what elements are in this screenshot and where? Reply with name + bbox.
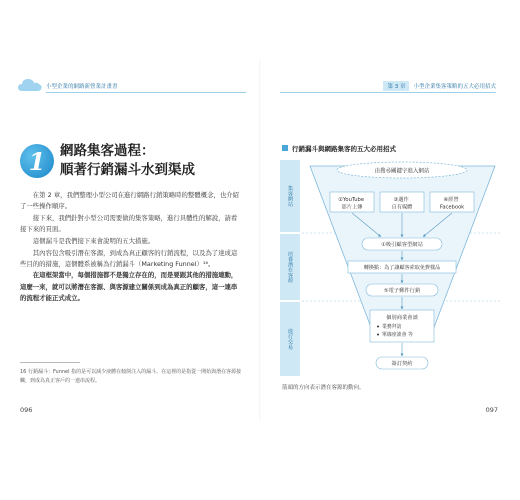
funnel-diagram (280, 158, 502, 378)
figure-marker-icon (282, 145, 288, 151)
body-text (20, 190, 240, 305)
running-header-right (383, 81, 496, 91)
owned-media-line1: ③邁作 (393, 197, 409, 203)
figure-title: 行銷漏斗與網路集客的五大必用招式 (292, 145, 396, 153)
youtube-label (338, 197, 365, 211)
header-rule (46, 92, 246, 93)
keyword-entry-label: 由搜尋關鍵字進入網站 (374, 168, 430, 175)
facebook-line2: Facebook (439, 204, 465, 211)
side-label-deal: 進行交易 (287, 328, 293, 350)
step-meeting-label: 個別商業會談 (386, 315, 418, 321)
running-header: 小型企業的網路新營業計畫書 (46, 84, 118, 90)
side-label-attract: 集客網站 (287, 185, 293, 207)
youtube-line1: ②YouTube (338, 197, 365, 203)
chapter-tag: 第 3 章 (383, 81, 409, 91)
page-number: 096 (20, 406, 33, 414)
section-number: 1 (28, 146, 46, 176)
owned-media-line2: 自有媒體 (391, 204, 413, 211)
step-conversion-label: 轉換點：為了讓顧客索取免費樣品 (363, 265, 441, 271)
footnote-rule (20, 362, 80, 363)
right-page (260, 0, 520, 500)
footnote: 16 行銷漏斗：Funnel 指的是可以減少液體在傾倒注入的漏斗。在這裡的是指從一開始與潛在客源接觸，到成為真正客戶的一連串流程。 (20, 369, 242, 384)
paragraph: 其內容包含吸引潛在客源，到成為真正顧客的行銷流程，以及為了達成這些目的的措施，這個體系被稱為行銷漏斗（Marketing Funnel）¹⁶。 (20, 248, 238, 268)
paragraph: 這個漏斗是我們接下來會說明的五大措施。 (32, 236, 155, 245)
paragraph: 接下來，我們針對小型公司需要做的集客策略，進行具體性的解說，請看接下來的頁面。 (20, 213, 238, 234)
step-attract-site-label: ①吸引顧客型網站 (381, 242, 423, 248)
paragraph-emphasis: 在這框架當中，每個措施都不是獨立存在的，而是要跟其他的措施連動，這麼一來，就可以將潛在客源、與客源建立關係到成為真正的顧客，這一連串的流程才能正式成立。 (20, 271, 238, 302)
section-number-badge (20, 144, 54, 178)
cloud-icon (18, 78, 42, 92)
page-number: 097 (485, 406, 498, 414)
side-label-nurture: 培養潛在客源 (287, 251, 293, 283)
section-title (60, 142, 195, 180)
paragraph: 在第 2 章，我們整理小型公司在進行網路行銷策略時的整體概念，也介紹了一些操作順序。 (20, 191, 240, 211)
running-header: 小型企業集客策略的五大必用招式 (413, 84, 496, 90)
section-title-line2: 順著行銷漏斗水到渠成 (60, 162, 195, 178)
facebook-line1: ④經營 (443, 197, 459, 203)
owned-media-label (392, 195, 414, 211)
step-contract-label: 簽訂契約 (391, 361, 413, 367)
youtube-line2: 影片上傳 (341, 204, 363, 211)
header-rule (280, 92, 496, 93)
step-email-label: ⑤電子郵件行銷 (383, 288, 421, 294)
step-meeting-bullet: 業務拜訪 (382, 324, 402, 330)
figure-caption: 箭頭的方向表示潛在客源的動向。 (282, 385, 365, 391)
section-title-line1: 網路集客過程： (60, 143, 155, 159)
step-meeting-bullet: 單線座談會 等 (382, 332, 413, 338)
